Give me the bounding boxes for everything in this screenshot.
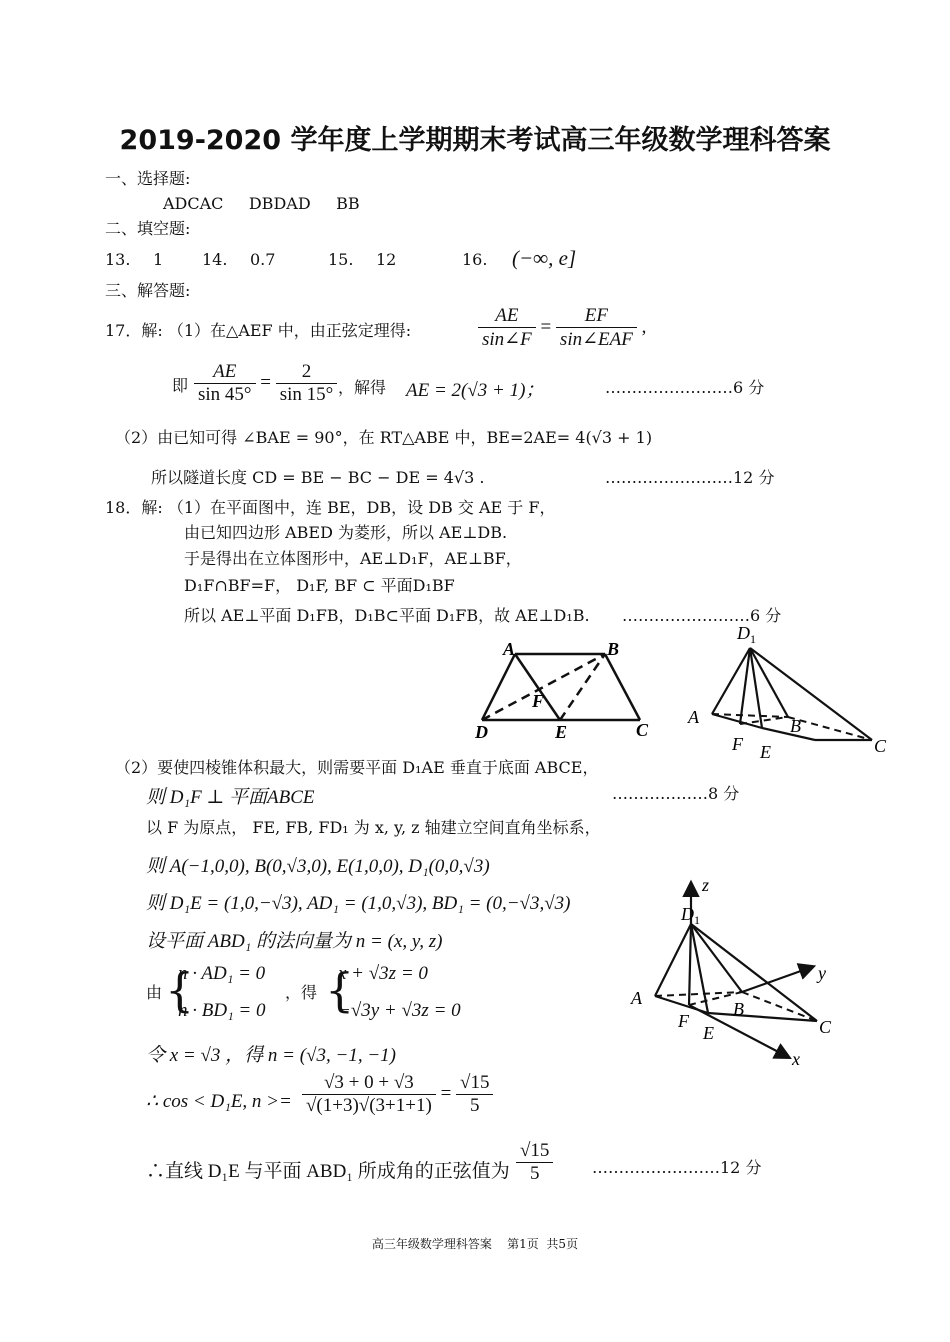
fill-14-num: 14. [202,250,228,269]
planar-figure [460,640,660,745]
q18-score-8: ………………8 分 [612,784,740,803]
pyramid-figure-2 [620,872,845,1072]
planar-label-f: F [532,691,545,711]
q17-frac1-num: AE [478,305,536,328]
section3-heading: 三、解答题: [105,281,191,300]
q18-p2-line7: 令 x = √3 ，得 n = (√3, −1, −1) [146,1045,396,1066]
solid1-label-e: E [760,742,771,762]
q18-final-den: 5 [529,1163,540,1184]
q18-cos-res-den: 5 [470,1095,480,1116]
solid2-label-a: A [631,988,642,1008]
q18-cos-expr [302,1072,493,1117]
section2-heading: 二、填空题: [105,219,191,238]
q18-cos-num: √3 + 0 + √3 [302,1072,436,1095]
solid1-label-a: A [688,707,699,727]
q17-frac2-num: EF [556,305,637,328]
fill-15-ans: 12 [376,250,397,269]
solid2-label-e: E [703,1023,714,1043]
fill-14-ans: 0.7 [250,250,276,269]
fill-15-num: 15. [328,250,354,269]
q17-frac4-den: sin 15° [279,384,334,405]
q17-line1: 17．解: （1）在△AEF 中，由正弦定理得: [105,321,412,340]
q18-line2: 由已知四边形 ABED 为菱形，所以 AE⊥DB. [184,523,508,542]
q18-cos-eq: = [440,1082,452,1104]
q17-line3: （2）由已知可得 ∠BAE = 90°，在 RT△ABE 中，BE=2AE= 4(√3 + 1) [115,428,653,447]
pyramid-figure-1 [680,618,895,763]
fill-13-ans: 1 [153,250,164,269]
page-title: 2019-2020 学年度上学期期末考试高三年级数学理科答案 [119,125,831,156]
q18-cos-res-num: √15 [456,1072,493,1095]
solid1-label-d1: $D_1$ [737,623,756,646]
q18-final-frac [516,1140,553,1185]
solid2-axis-x: x [792,1049,800,1069]
q18-sys2-b: −√3y + √3z = 0 [338,1000,461,1021]
q17-ratio: $\frac{AE}{\sin 45^\circ}$ = $\frac{2}{\sin 15^\circ}$ [194,361,337,406]
q18-p2-line2: 则 D₁F ⊥ 平面ABCE [146,787,315,808]
q17-frac1-den: sin∠F [482,329,532,350]
q18-score-6: ……………………6 分 [622,606,782,625]
solid1-label-b: B [790,716,801,736]
q18-p2-line1: （2）要使四棱锥体积最大，则需要平面 D₁AE 垂直于底面 ABCE， [115,758,599,777]
q18-line4: D₁F∩BF=F， D₁F, BF ⊂ 平面D₁BF [184,576,455,595]
q18-p2-line6: 设平面 ABD₁ 的法向量为 n = (x, y, z) [146,931,443,952]
solid1-label-f: F [732,734,743,754]
q17-line2-mid: ，解得 [338,378,387,397]
q17-score-6: ……………………6 分 [605,378,765,397]
q17-frac2-den: sin∠EAF [559,329,633,350]
q18-p2-line4: 则 A(−1,0,0), B(0,√3,0), E(1,0,0), D₁(0,0,√3) [146,856,490,877]
planar-label-b: B [607,640,620,659]
section1-heading: 一、选择题: [105,169,191,188]
q18-p2-line5: 则 D₁E = (1,0,−√3), AD₁ = (1,0,√3), BD₁ = (0,−√3,√3) [146,893,571,914]
q17-sine-law: $\frac{AE}{\sin\angle F}$ = $\frac{EF}{\text{sin∠EAF}}$ , [478,305,646,351]
q17-line2-prefix: 即 [172,376,189,395]
q17-score-12: ……………………12 分 [605,468,775,487]
page-footer: 高三年级数学理科答案 第1页 共5页 [371,1237,579,1251]
planar-label-a: A [503,640,516,659]
q18-sys1-prefix: 由 [146,983,163,1002]
solid1-label-c: C [874,736,887,756]
q18-sys1-a: n · AD₁ = 0 [178,963,266,984]
q18-cos-den: √(1+3)√(3+1+1) [306,1095,432,1116]
fill-13-num: 13. [105,250,131,269]
solid2-label-f: F [678,1011,689,1031]
fill-16-num: 16. [462,250,488,269]
q18-sys2-brace: { [325,963,355,1017]
q18-score-12: ……………………12 分 [592,1158,762,1177]
q17-line4: 所以隧道长度 CD = BE − BC − DE = 4√3 . [151,468,485,487]
q18-p2-line3: 以 F 为原点， FE, FB, FD₁ 为 x, y, z 轴建立空间直角坐标系， [146,818,601,837]
q18-line1: 18．解: （1）在平面图中，连 BE，DB，设 DB 交 AE 于 F， [105,498,556,517]
q18-sys2-a: x + √3z = 0 [338,963,428,984]
q17-line2-result: AE = 2(√3 + 1)； [406,380,545,401]
q18-final-num: √15 [516,1140,553,1163]
q18-sys1-brace: { [165,963,195,1017]
solid2-label-d1: $D_1$ [681,904,700,927]
planar-label-c: C [636,720,649,740]
planar-label-e: E [555,722,568,742]
q18-line3: 于是得出在立体图形中，AE⊥D₁F，AE⊥BF， [184,549,522,568]
solid2-axis-z: z [702,875,710,895]
q18-sys2-prefix: ，得 [285,983,318,1002]
q17-frac4-num: 2 [276,361,338,384]
q18-line5: 所以 AE⊥平面 D₁FB，D₁B⊂平面 D₁FB，故 AE⊥D₁B. [184,606,590,625]
q18-cos-prefix: ∴ cos < D₁E, n >= [146,1091,292,1112]
q18-sys1-b: n · BD₁ = 0 [178,1000,266,1021]
solid2-label-c: C [819,1017,832,1037]
fill-16-ans: (−∞, e] [512,246,577,270]
solid2-axis-y: y [818,963,826,983]
q17-frac3-den: sin 45° [198,384,252,405]
choice-answers: ADCAC DBDAD BB [163,194,360,213]
q18-final-prefix: ∴直线 D₁E 与平面 ABD₁ 所成角的正弦值为 [146,1161,510,1182]
q17-frac3-num: AE [194,361,256,384]
planar-label-d: D [475,722,488,742]
solid2-label-b: B [733,999,744,1019]
